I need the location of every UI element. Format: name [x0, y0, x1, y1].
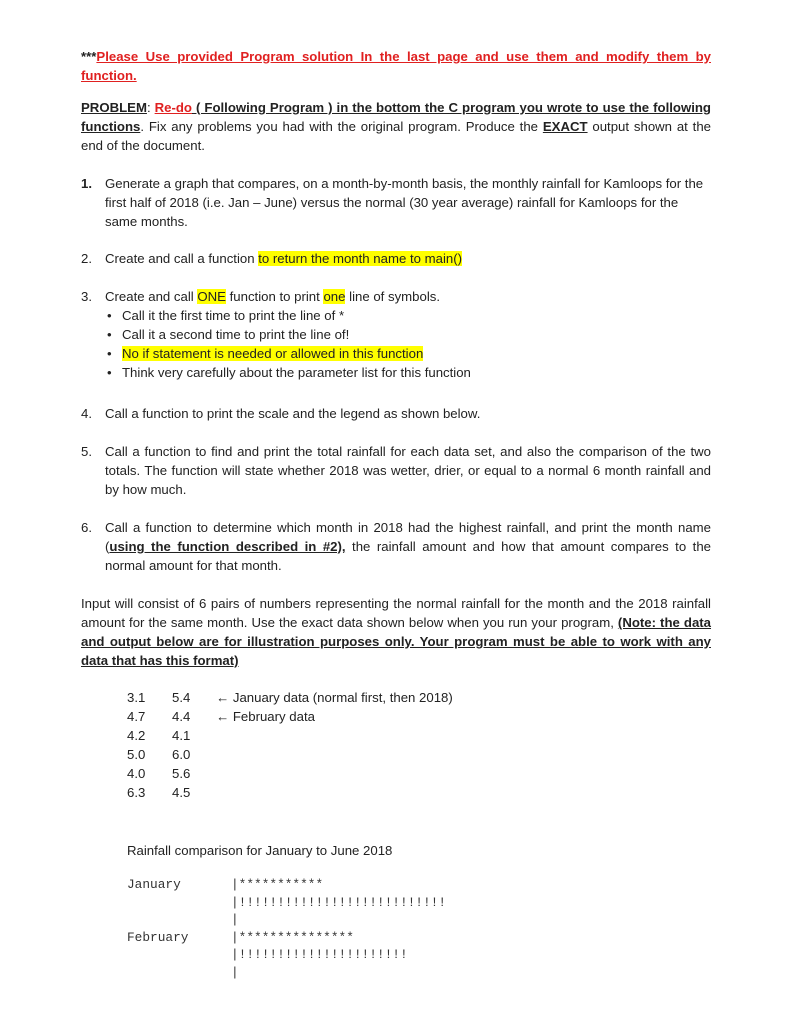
bullet-text: Think very carefully about the parameter list for this function [122, 365, 471, 380]
list-item-3 [81, 287, 711, 382]
item-number: 1. [81, 176, 92, 191]
data-row [127, 726, 453, 745]
row-note: ← February data [216, 709, 315, 724]
bullet-text-highlighted: No if statement is needed or allowed in this function [122, 346, 424, 361]
list-item-2 [81, 249, 711, 268]
intro-prefix: *** [81, 49, 97, 64]
graph-title: Rainfall comparison for January to June 2018 [127, 843, 393, 858]
redo-text: Re-do [154, 100, 192, 115]
symbol-bar: | [231, 964, 239, 980]
bullet-list [105, 306, 711, 382]
item-text: Call a function to find and print the total rainfall for each data set, and also the comparison of the two totals. The function will state whether 2018 was wetter, drier, or equal to a normal 6 month rainfall and by how much. [105, 444, 711, 497]
highlighted-one: one [323, 289, 346, 304]
value-2018: 4.5 [172, 785, 191, 800]
item-number: 6. [81, 520, 92, 535]
normal-value: 3.1 [127, 690, 146, 705]
bullet-text: Call it a second time to print the line of! [122, 327, 350, 342]
list-item-5 [81, 442, 711, 499]
following-text: ( Following Program ) in the bottom the C program you wrote to use the following [191, 100, 711, 115]
value-2018: 5.6 [172, 766, 191, 781]
symbol-bar: |*********** [231, 877, 324, 892]
functions-text: functions [81, 119, 141, 134]
symbol-bar: |*************** [231, 929, 354, 945]
item-text: Call a function to print the scale and the legend as shown below. [105, 406, 481, 421]
item-text: Create and call a function [105, 251, 259, 266]
bullet-item [105, 325, 711, 344]
input-description [81, 594, 711, 670]
month-label: February [127, 929, 189, 945]
value-2018: 6.0 [172, 747, 191, 762]
data-row [127, 783, 453, 802]
problem-label: PROBLEM [81, 100, 147, 115]
item-text: Generate a graph that compares, on a month-by-month basis, the monthly rainfall for Kamloops for the first half of 2018 (i.e. Jan – June) versus the normal (30 year average) rainfall for Kamloops for the same months. [105, 176, 704, 229]
list-item-4 [81, 404, 711, 423]
list-item-6 [81, 518, 711, 575]
function-ref-text: using the function described in #2), [109, 539, 346, 554]
row-note [212, 783, 453, 802]
month-label: January [127, 877, 181, 892]
symbol-bar: |!!!!!!!!!!!!!!!!!!!!!! [231, 947, 408, 962]
data-row [127, 688, 453, 707]
data-row [127, 707, 453, 726]
problem-statement [81, 98, 711, 155]
input-data-table [127, 688, 453, 802]
bullet-item [105, 306, 711, 325]
bullet-text: Call it the first time to print the line of * [122, 308, 345, 323]
value-2018: 4.4 [172, 709, 191, 724]
item-text: function to print [225, 289, 324, 304]
item-number: 3. [81, 289, 92, 304]
bullet-item [105, 363, 711, 382]
normal-value: 5.0 [127, 747, 146, 762]
problem-rest-1: . Fix any problems you had with the original program. Produce the [140, 119, 543, 134]
list-item-1 [81, 174, 711, 231]
normal-value: 4.0 [127, 766, 146, 781]
item-number: 2. [81, 251, 92, 266]
row-note [212, 764, 453, 783]
item-text: Create and call [105, 289, 198, 304]
value-2018: 5.4 [172, 690, 191, 705]
highlighted-text: to return the month name to main() [258, 251, 462, 266]
item-text: the rainfall amount and how that amount compares to the normal amount for that month. [105, 539, 712, 573]
exact-text: EXACT [542, 119, 588, 134]
input-text: Input will consist of 6 pairs of numbers representing the normal rainfall for the month and the 2018 rainfall amount for the same month. Use the exact data shown below when you run your program, [81, 596, 711, 630]
normal-value: 6.3 [127, 785, 146, 800]
problem-rest-2: output shown at the end of the document. [81, 119, 712, 153]
value-2018: 4.1 [172, 728, 191, 743]
bullet-item [105, 344, 711, 363]
item-text: line of symbols. [345, 289, 441, 304]
problem-colon: : [146, 100, 155, 115]
normal-value: 4.2 [127, 728, 146, 743]
data-row [127, 764, 453, 783]
item-number: 5. [81, 444, 92, 459]
normal-value: 4.7 [127, 709, 146, 724]
data-row [127, 745, 453, 764]
intro-text: Please Use provided Program solution In the last page and use them and modify them by function. [81, 49, 711, 83]
symbol-bar: | [231, 912, 239, 927]
symbol-bar: |!!!!!!!!!!!!!!!!!!!!!!!!!!! [231, 894, 447, 910]
item-number: 4. [81, 406, 92, 421]
input-note: (Note: the data and output below are for illustration purposes only. Your program must be able to work with any data that has this format) [81, 615, 712, 668]
row-note [212, 726, 453, 745]
highlighted-one-caps: ONE [197, 289, 226, 304]
item-text: Call a function to determine which month in 2018 had the highest rainfall, and print the month name ( [105, 520, 711, 554]
intro-note [81, 47, 711, 85]
row-note: ← January data (normal first, then 2018) [216, 690, 453, 705]
row-note [212, 745, 453, 764]
